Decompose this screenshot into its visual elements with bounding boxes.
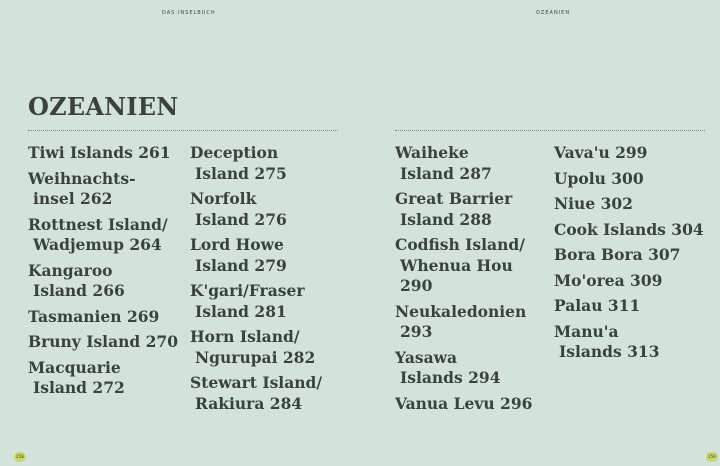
index-entry (554, 194, 704, 215)
index-entry (28, 358, 178, 399)
index-entry-text: 290 (400, 276, 433, 295)
index-entry (190, 143, 322, 184)
index-entry (395, 189, 532, 230)
page-number-left: 258 (14, 452, 26, 462)
index-entry (554, 322, 704, 363)
page-title: OZEANIEN (28, 92, 179, 121)
index-entry-text: Great Barrier (395, 189, 513, 208)
running-head-left: DAS INSELBUCH (162, 10, 216, 16)
index-entry-text: Island 288 (400, 209, 492, 229)
index-entry-text: Whenua Hou (400, 255, 513, 275)
index-entry-text: Rottnest Island/ (28, 214, 168, 234)
divider-left (28, 130, 338, 131)
index-entry-text: Kangaroo (28, 260, 113, 280)
index-entry-text: K'gari/Fraser (190, 281, 305, 300)
index-entry-text: Islands 313 (559, 342, 660, 361)
index-entry-text: Island 279 (195, 255, 287, 275)
index-entry (554, 143, 704, 164)
index-entry (28, 261, 178, 302)
index-entry-text: Bora Bora 307 (554, 245, 681, 264)
index-entry-text: Island 276 (195, 209, 287, 229)
index-entry (190, 189, 322, 230)
index-entry (28, 215, 178, 256)
index-entry-text: Horn Island/ (190, 327, 300, 346)
index-entry-text: Ngurupai 282 (195, 347, 316, 367)
index-entry (395, 394, 532, 415)
index-column-2 (190, 143, 322, 419)
index-entry-text: Stewart Island/ (190, 373, 322, 392)
index-entry-text: Manu'a (554, 321, 619, 341)
index-entry (28, 307, 178, 328)
index-entry (395, 302, 532, 343)
index-entry-text: Island 287 (400, 163, 492, 183)
index-entry (395, 348, 532, 389)
index-entry (554, 245, 704, 266)
index-column-3 (395, 143, 532, 419)
index-entry (190, 373, 322, 414)
index-entry-text: Island 272 (33, 378, 125, 397)
index-entry-text: Tiwi Islands 261 (28, 143, 171, 162)
index-entry-text: insel 262 (33, 189, 113, 208)
index-entry-text: Tasmanien 269 (28, 306, 160, 326)
running-head-right: OZEANIEN (536, 10, 571, 16)
divider-right (395, 130, 705, 131)
index-entry (28, 143, 178, 164)
index-entry (28, 169, 178, 210)
index-entry (554, 169, 704, 190)
index-entry-text: Upolu 300 (554, 168, 644, 188)
index-entry-text: Palau 311 (554, 296, 641, 315)
index-entry-text: Yasawa (395, 347, 458, 367)
index-entry-text: Islands 294 (400, 368, 501, 387)
index-entry-text: Deception (190, 143, 279, 162)
index-entry-text: Wadjemup 264 (33, 235, 162, 254)
index-entry-text: Lord Howe (190, 235, 284, 254)
index-entry (28, 332, 178, 353)
index-entry-text: Rakiura 284 (195, 393, 303, 413)
index-entry-text: Codfish Island/ (395, 235, 525, 254)
index-entry-text: Neukaledonien (395, 301, 527, 321)
index-column-4 (554, 143, 704, 368)
index-column-1 (28, 143, 178, 404)
index-entry (554, 271, 704, 292)
index-entry-text: Island 266 (33, 281, 125, 300)
index-entry-text: Cook Islands 304 (554, 219, 704, 239)
index-entry (190, 235, 322, 276)
index-entry-text: Bruny Island 270 (28, 332, 178, 351)
index-entry-text: Waiheke (395, 143, 469, 162)
index-entry-text: Weihnachts- (28, 168, 136, 188)
index-entry (395, 235, 532, 297)
index-entry-text: 293 (400, 322, 433, 341)
index-entry (395, 143, 532, 184)
index-entry (190, 327, 322, 368)
index-entry (554, 220, 704, 241)
index-entry-text: Island 275 (195, 163, 287, 183)
index-entry-text: Norfolk (190, 189, 257, 208)
index-entry-text: Vava'u 299 (554, 143, 648, 162)
index-entry-text: Niue 302 (554, 194, 633, 213)
page-number-right: 259 (706, 452, 718, 462)
index-entry (554, 296, 704, 317)
index-entry-text: Island 281 (195, 301, 287, 321)
index-entry-text: Macquarie (28, 357, 121, 377)
index-entry (190, 281, 322, 322)
index-entry-text: Mo'orea 309 (554, 270, 663, 290)
index-entry-text: Vanua Levu 296 (395, 393, 533, 413)
